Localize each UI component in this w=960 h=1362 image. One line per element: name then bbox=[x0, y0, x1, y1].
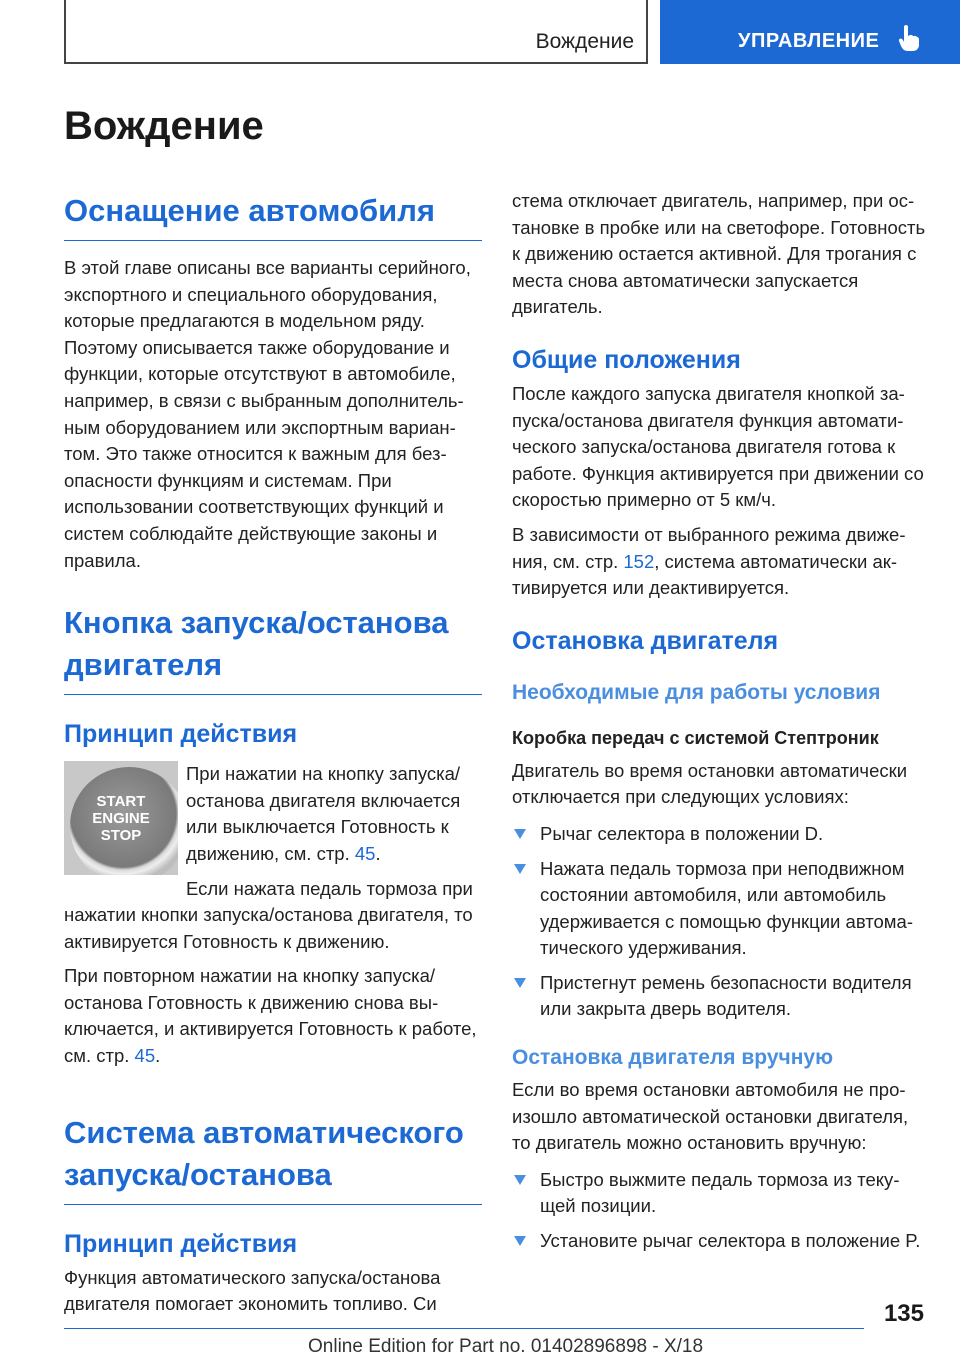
manual-stop-paragraph: Если во время остановки автомобиля не произошло автоматической остановки двигателя, то двигатель можно остановить вручную: bbox=[512, 1079, 909, 1154]
subtitle-steptronic: Коробка передач с системой Стептроник bbox=[512, 727, 879, 748]
footer-edition: Online Edition for Part no. 01402896898 - X/18 bbox=[308, 1336, 704, 1357]
list-item-text: Быстро выжмите педаль тормоза из текущей позиции. bbox=[540, 1168, 900, 1217]
subtitle-manual-stop: Остановка двигателя вручную bbox=[512, 1046, 834, 1070]
left-column bbox=[64, 190, 482, 1318]
triangle-bullet-icon bbox=[514, 864, 526, 874]
text-span: При повторном нажатии на кнопку запуска/ останова Готовность к движению снова выключается, и активируется Готовность к работе, см. стр. bbox=[64, 965, 477, 1067]
list-item-text: Установите рычаг селектора в положение P. bbox=[540, 1230, 921, 1252]
footer-divider bbox=[64, 1328, 864, 1329]
section-title-auto-start-stop: Система автоматического запуска/останова bbox=[64, 1112, 482, 1205]
triangle-bullet-icon bbox=[514, 829, 526, 839]
list-item bbox=[512, 856, 926, 962]
right-column bbox=[512, 188, 926, 1255]
button-paragraph-3 bbox=[64, 963, 482, 1069]
subtitle-engine-stop: Остановка двигателя bbox=[512, 626, 779, 655]
equipment-paragraph: В этой главе описаны все варианты серийного, экспортного и специального оборудования, которые предлагаются в модельном ряду. Поэтому описывается также оборудование и функции, которые отсутствуют в автомобиле, например, в связи с выбранным дополнительным оборудованием или экспортным вариантом. Это также относится к важным для безопасности функциям и системам. При использовании соответствующих функций и систем соблюдайте действующие законы и правила. bbox=[64, 257, 471, 571]
text-span: При нажатии на кнопку запуска/ останова двигателя включается или выключается Готовность к движению, см. стр. bbox=[186, 763, 461, 864]
header-section-label: Вождение bbox=[535, 30, 634, 53]
auto-start-stop-paragraph: Функция автоматического запуска/останова двигателя помогает экономить топливо. Си bbox=[64, 1266, 441, 1315]
page-number: 135 bbox=[883, 1300, 924, 1327]
list-item-text: Рычаг селектора в положении D. bbox=[540, 822, 824, 844]
subtitle-principle-2: Принцип действия bbox=[64, 1229, 298, 1258]
pointing-hand-icon bbox=[898, 24, 920, 52]
text-span: . bbox=[375, 842, 381, 864]
header-section-box bbox=[64, 0, 648, 64]
text-span: . bbox=[155, 1045, 161, 1067]
conditions-list bbox=[512, 821, 926, 1023]
section-title-start-stop-button: Кнопка запуска/останова двигателя bbox=[64, 602, 482, 695]
header-tab[interactable] bbox=[660, 0, 960, 64]
subtitle-conditions: Необходимые для работы условия bbox=[512, 680, 881, 704]
subtitle-principle-1: Принцип действия bbox=[64, 720, 298, 749]
text-span: , система автоматически активируется или деактивируется. bbox=[512, 550, 898, 599]
text-span: В зависимости от выбранного режима движения, см. стр. bbox=[512, 523, 906, 572]
list-item bbox=[512, 1167, 926, 1220]
general-paragraph-1: После каждого запуска двигателя кнопкой запуска/останова двигателя функция автоматического запуска/останова двигателя готова к работе. Функция активируется при движении со скоростью примерно от 5 км/ч. bbox=[512, 382, 924, 511]
header-tab-label: УПРАВЛЕНИЕ bbox=[738, 30, 880, 52]
continued-paragraph: стема отключает двигатель, например, при остановке в пробке или на светофоре. Готовность к движению остается активной. Для трогания с места снова автоматически запускается двигатель. bbox=[512, 190, 926, 318]
list-item bbox=[512, 1228, 926, 1255]
conditions-paragraph: Двигатель во время остановки автоматически отключается при следующих условиях: bbox=[512, 759, 908, 808]
manual-stop-list bbox=[512, 1167, 926, 1255]
button-image-label: START ENGINE STOP bbox=[92, 793, 150, 845]
page-title: Вождение bbox=[64, 104, 264, 148]
page-link-45[interactable]: 45 bbox=[354, 842, 376, 864]
subtitle-general: Общие положения bbox=[512, 345, 741, 374]
button-description bbox=[64, 761, 482, 1070]
section-title-equipment: Оснащение автомобиля bbox=[64, 190, 482, 241]
page-link-152[interactable]: 152 bbox=[623, 550, 655, 572]
triangle-bullet-icon bbox=[514, 1236, 526, 1246]
list-item-text: Нажата педаль тормоза при неподвижном состоянии автомобиля, или автомобиль удерживается с помощью функции автоматического удерживания. bbox=[540, 857, 913, 959]
general-paragraph-2 bbox=[512, 522, 926, 602]
triangle-bullet-icon bbox=[514, 978, 526, 988]
triangle-bullet-icon bbox=[514, 1175, 526, 1185]
list-item-text: Пристегнут ремень безопасности водителя или закрыта дверь водителя. bbox=[540, 971, 912, 1020]
list-item bbox=[512, 821, 926, 848]
list-item bbox=[512, 970, 926, 1023]
start-engine-stop-button-image bbox=[64, 761, 178, 875]
page-link-45-b[interactable]: 45 bbox=[134, 1045, 156, 1067]
button-paragraph-2: Если нажата педаль тормоза при нажатии кнопки запуска/останова двигателя, то активируется Готовность к движению. bbox=[64, 877, 473, 952]
